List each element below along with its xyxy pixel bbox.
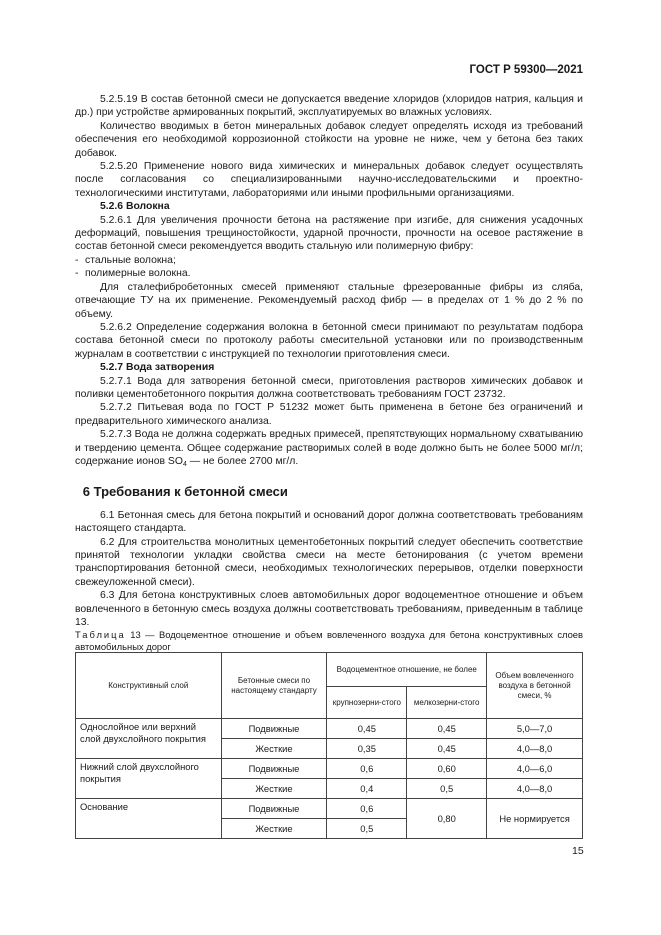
table-row bbox=[76, 719, 583, 739]
paragraph: 6.1 Бетонная смесь для бетона покрытий и оснований дорог должна соответствовать требованиям настоящего стандарта. bbox=[75, 509, 583, 535]
header-fine: мелкозерни-стого bbox=[407, 687, 487, 719]
paragraph: 5.2.5.20 Применение нового вида химических и минеральных добавок следует осуществлять после согласования со специализированными научно-исследовательскими и проектно-технологическими институтами, лабораториями или иными профильными организациями. bbox=[75, 161, 583, 199]
subsection-heading: 5.2.6 Волокна bbox=[99, 201, 170, 213]
table-caption-text: 13 — Водоцементное отношение и объем вовлеченного воздуха для бетона конструктивных слоев автомобильных дорог bbox=[75, 629, 584, 652]
cell-mix: Жесткие bbox=[221, 739, 327, 759]
cell-air: 4,0—8,0 bbox=[487, 739, 583, 759]
cell-coarse: 0,6 bbox=[327, 799, 407, 819]
cell-mix: Подвижные bbox=[221, 759, 327, 779]
cell-air: Не нормируется bbox=[487, 799, 583, 839]
standard-header: ГОСТ Р 59300—2021 bbox=[469, 64, 583, 76]
paragraph: 5.2.7.1 Вода для затворения бетонной смеси, приготовления растворов химических добавок и поливки цементобетонного покрытия должна соответствовать требованиям ГОСТ 23732. bbox=[75, 375, 583, 400]
header-coarse: крупнозерни-стого bbox=[327, 687, 407, 719]
cell-fine: 0,80 bbox=[407, 799, 487, 839]
cell-fine: 0,45 bbox=[407, 719, 487, 739]
list-item-text: стальные волокна; bbox=[85, 254, 176, 266]
cell-fine: 0,60 bbox=[407, 759, 487, 779]
cell-coarse: 0,4 bbox=[327, 779, 407, 799]
paragraph-text: 5.2.7.3 Вода не должна содержать вредных примесей, препятствующих нормальному схватыванию и твердению цемента. Общее содержание растворимых солей в воде должно быть не более 5000 мг/л; содержание ионов SO bbox=[75, 429, 583, 467]
header-mixes: Бетонные смеси по настоящему стандарту bbox=[221, 653, 327, 719]
list-dash: - bbox=[75, 268, 79, 280]
cell-air: 5,0—7,0 bbox=[487, 719, 583, 739]
paragraph: 5.2.5.19 В состав бетонной смеси не допускается введение хлоридов (хлоридов натрия, кальция и др.) при устройстве армированных покрытий, эксплуатируемых во влажных условиях. bbox=[75, 94, 583, 119]
cell-fine: 0,45 bbox=[407, 739, 487, 759]
cell-mix: Жесткие bbox=[221, 819, 327, 839]
list-dash: - bbox=[75, 254, 79, 266]
cell-coarse: 0,5 bbox=[327, 819, 407, 839]
cell-mix: Подвижные bbox=[221, 799, 327, 819]
paragraph: 5.2.6.1 Для увеличения прочности бетона на растяжение при изгибе, для снижения усадочных деформаций, повышения трещиностойкости, ударной прочности, прочности на осевое растяжение в состав бетонной смеси рекомендуется вводить стальную или полимерную фибру: bbox=[75, 214, 583, 253]
cell-layer: Основание bbox=[76, 799, 222, 839]
section-title: 6 Требования к бетонной смеси bbox=[82, 484, 288, 500]
paragraph: 5.2.6.2 Определение содержания волокна в бетонной смеси принимают по результатам подбора состава бетонной смеси по протоколу работы смесительной установки или по производственным журналам в соответствии с инструкцией по технологии приготовления смеси. bbox=[75, 321, 583, 360]
cell-mix: Подвижные bbox=[221, 719, 327, 739]
paragraph: Для сталефибробетонных смесей применяют стальные фрезерованные фибры из сляба, отвечающие ТУ на их применение. Рекомендуемый расход фибр — в пределах от 1 % до 2 % по объему. bbox=[75, 281, 583, 320]
paragraph: 6.3 Для бетона конструктивных слоев автомобильных дорог водоцементное отношение и объем вовлеченного в бетонную смесь воздуха должны соответствовать требованиям, приведенным в таблице 13. bbox=[75, 590, 583, 629]
page-number: 15 bbox=[572, 845, 584, 857]
table-13 bbox=[75, 652, 583, 839]
table-row bbox=[76, 799, 583, 819]
cell-coarse: 0,45 bbox=[327, 719, 407, 739]
cell-layer: Нижний слой двухслойного покрытия bbox=[76, 759, 222, 799]
cell-coarse: 0,6 bbox=[327, 759, 407, 779]
header-layer: Конструктивный слой bbox=[76, 653, 222, 719]
subscript: 4 bbox=[182, 460, 187, 468]
cell-air: 4,0—6,0 bbox=[487, 759, 583, 779]
paragraph: Количество вводимых в бетон минеральных добавок следует определять исходя из требований обеспечения его необходимой коррозионной стойкости на уровне не ниже, чем у бетона без таких добавок. bbox=[75, 120, 583, 159]
table-header-row bbox=[76, 653, 583, 687]
paragraph bbox=[75, 428, 583, 471]
paragraph-text: — не более 2700 мг/л. bbox=[186, 455, 299, 467]
table-row bbox=[76, 759, 583, 779]
cell-coarse: 0,35 bbox=[327, 739, 407, 759]
list-item bbox=[75, 254, 583, 267]
cell-layer: Однослойное или верхний слой двухслойного покрытия bbox=[76, 719, 222, 759]
list-item bbox=[75, 267, 583, 280]
cell-mix: Жесткие bbox=[221, 779, 327, 799]
paragraph: 6.2 Для строительства монолитных цементобетонных покрытий следует обеспечить соответствие принятой технологии укладки свойства смеси на месте бетонирования (с учетом времени транспортирования бетонной смеси, необходимых технологических перерывов, отделки поверхности свежеуложенной смеси). bbox=[75, 536, 583, 588]
list-item-text: полимерные волокна. bbox=[85, 268, 191, 280]
subsection-heading: 5.2.7 Вода затворения bbox=[99, 362, 215, 374]
table-caption-label: Таблица bbox=[75, 629, 126, 641]
cell-air: 4,0—8,0 bbox=[487, 779, 583, 799]
header-wc: Водоцементное отношение, не более bbox=[327, 653, 487, 687]
document-body bbox=[75, 93, 583, 839]
table-caption bbox=[75, 629, 583, 652]
paragraph: 5.2.7.2 Питьевая вода по ГОСТ Р 51232 может быть применена в бетоне без ограничений и предварительного химического анализа. bbox=[75, 402, 583, 427]
header-air: Объем вовлеченного воздуха в бетонной смеси, % bbox=[487, 653, 583, 719]
cell-fine: 0,5 bbox=[407, 779, 487, 799]
